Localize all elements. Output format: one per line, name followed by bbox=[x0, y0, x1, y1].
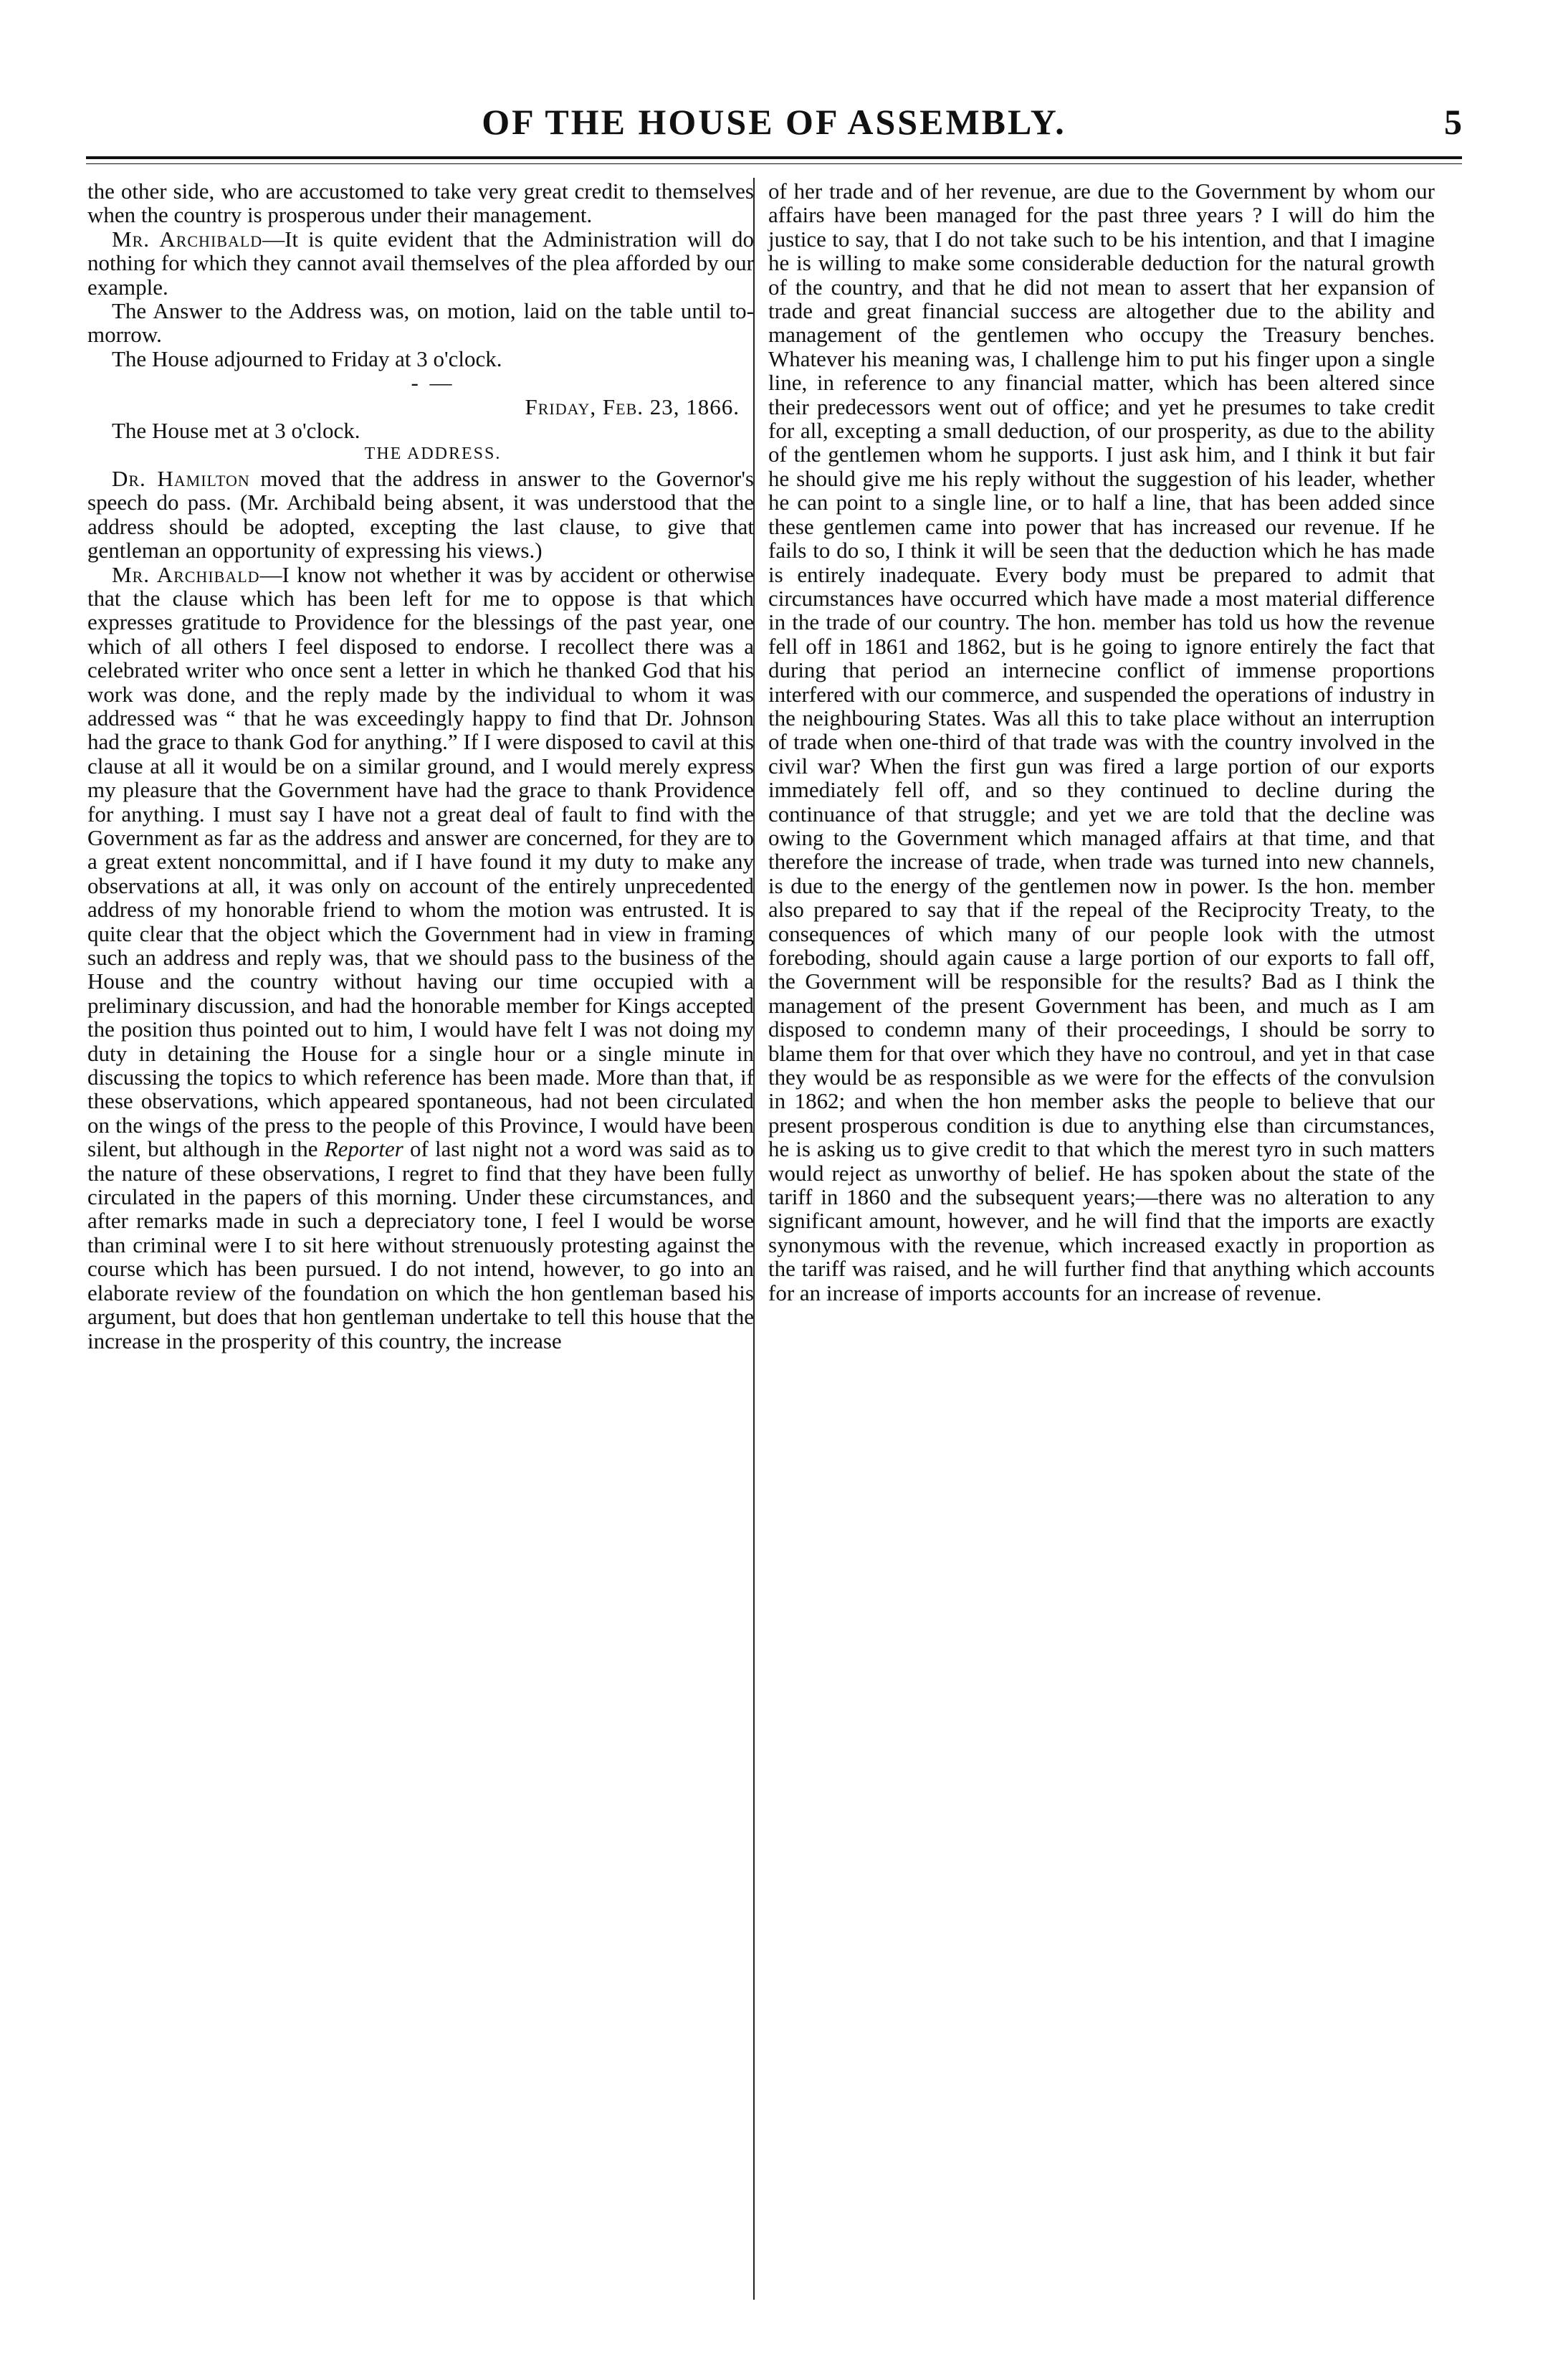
paragraph bbox=[87, 227, 754, 299]
paragraph: of her trade and of her revenue, are due to the Government by whom our affairs have been managed for the past three years ? I will do him the justice to say, that I do not take such to be his intention, and that I imagine he is willing to make some considerable deduction for the natural growth of the country, and that he did not mean to assert that her expansion of trade and great financial success are altogether due to the ability and management of the gentlemen who occupy the Treasury benches. Whatever his meaning was, I challenge him to put his finger upon a single line, in reference to any financial matter, which has been altered since their predecessors went out of office; and yet he presumes to take credit for all, excepting a small deduction, of our prosperity, as due to the ability of the gentlemen whom he supports. I just ask him, and I think it but fair he should give me his reply without the suggestion of his leader, whether he can point to a single line, or to half a line, that has been added since these gentlemen came into power that has increased our revenue. If he fails to do so, I think it will be seen that the deduction which he has made is entirely inadequate. Every body must be prepared to admit that circumstances have occurred which have made a most material difference in the trade of our country. The hon. member has told us how the revenue fell off in 1861 and 1862, but is he going to ignore entirely the fact that during that period an internecine conflict of immense proportions interfered with our commerce, and suspended the operations of industry in the neighbouring States. Was all this to take place without an interruption of trade when one-third of that trade was with the country involved in the civil war? When the first gun was fired a large portion of our exports immediately fell off, and so they continued to decline during the continuance of that struggle; and yet we are told that the decline was owing to the Government which managed affairs at that time, and that therefore the increase of trade, when trade was turned into new channels, is due to the energy of the gentlemen now in power. Is the hon. member also prepared to say that if the repeal of the Reciprocity Treaty, to the consequences of which many of our people look with the utmost foreboding, should again cause a large portion of our exports to fall off, the Government will be responsible for the results? Bad as I think the management of the present Government has been, and much as I am disposed to condemn many of their proceedings, I should be sorry to blame them for that over which they have no controul, and yet in that case they would be as responsible as we were for the effects of the convulsion in 1862; and when the hon member asks the people to believe that our present prosperous condition is due to anything else than circumstances, he is asking us to give credit to that which the merest tyro in such matters would reject as unworthy of belief. He has spoken about the state of the tariff in 1860 and the subsequent years;—there was no alteration to any significant amount, however, and he will find that the imports are exactly synonymous with the revenue, which increased exactly in proportion as the tariff was raised, and he will further find that anything which accounts for an increase of imports accounts for an increase of revenue. bbox=[768, 178, 1435, 1305]
publication-title: Reporter bbox=[324, 1136, 403, 1162]
sitting-date: Friday, Feb. 23, 1866. bbox=[525, 394, 740, 419]
paragraph: The House met at 3 o'clock. bbox=[112, 418, 360, 444]
paragraph bbox=[87, 563, 754, 1353]
left-column bbox=[87, 179, 754, 1353]
speech-text: —It is quite evident that the Administration will do nothing for which they cannot avail themselves of the plea afforded by our example. bbox=[87, 226, 754, 300]
paragraph: the other side, who are accustomed to take very great credit to themselves when the country is prosperous under their management. bbox=[87, 178, 754, 228]
speaker-name: Dr. Hamilton bbox=[112, 465, 250, 491]
separator: - — bbox=[411, 370, 455, 396]
header-rule bbox=[86, 156, 1462, 164]
right-column bbox=[768, 179, 1435, 1305]
section-heading: THE ADDRESS. bbox=[364, 444, 502, 464]
running-header bbox=[86, 100, 1462, 151]
page-number: 5 bbox=[1444, 102, 1462, 142]
speaker-name: Mr. Archibald bbox=[112, 561, 260, 587]
paragraph bbox=[87, 467, 754, 563]
speaker-name: Mr. Archibald bbox=[112, 226, 263, 252]
paragraph: The House adjourned to Friday at 3 o'clock. bbox=[112, 346, 502, 371]
speech-text: —I know not whether it was by accident or otherwise that the clause which has been left for me to oppose is that which expresses gratitude to Providence for the blessings of the past year, one which of all others I feel disposed to endorse. I recollect there was a celebrated writer who once sent a letter in which he thanked God that his work was done, and the reply made by the individual to whom it was addressed was “ that he was exceedingly happy to find that Dr. Johnson had the grace to thank God for anything.” If I were disposed to cavil at this clause at all it would be on a similar ground, and I would merely express my pleasure that the Government have had the grace to thank Providence for anything. I must say I have not a great deal of fault to find with the Government as far as the address and answer are concerned, for they are to a great extent noncommittal, and if I have found it my duty to make any observations at all, it was only on account of the entirely unprecedented address of my honorable friend to whom the motion was entrusted. It is quite clear that the object which the Government had in view in framing such an address and reply was, that we should pass to the business of the House and the country without having our time occupied with a preliminary discussion, and had the honorable member for Kings accepted the position thus pointed out to him, I would have felt I was not doing my duty in detaining the House for a single hour or a single minute in discussing the topics to which reference has been made. More than that, if these observations, which appeared spontaneous, had not been circulated on the wings of the press to the people of this Province, I would have been silent, but although in the bbox=[87, 561, 754, 1162]
speech-text: moved that the address in answer to the Governor's speech do pass. (Mr. Archibald being absent, it was understood that the address should be adopted, excepting the last clause, to give that gentleman an opportunity of expressing his views.) bbox=[87, 465, 754, 563]
paragraph: The Answer to the Address was, on motion, laid on the table until to-morrow. bbox=[87, 298, 754, 348]
running-title: OF THE HOUSE OF ASSEMBLY. bbox=[482, 102, 1066, 142]
speech-text: of last night not a word was said as to the nature of these observations, I regret to find that they have been fully circulated in the papers of this morning. Under these circumstances, and after remarks made in such a depreciatory tone, I feel I would be worse than criminal were I to sit here without strenuously protesting against the course which has been pursued. I do not intend, however, to go into an elaborate review of the foundation on which the hon gentleman based his argument, but does that hon gentleman undertake to tell this house that the increase in the prosperity of this country, the increase bbox=[87, 1136, 754, 1353]
